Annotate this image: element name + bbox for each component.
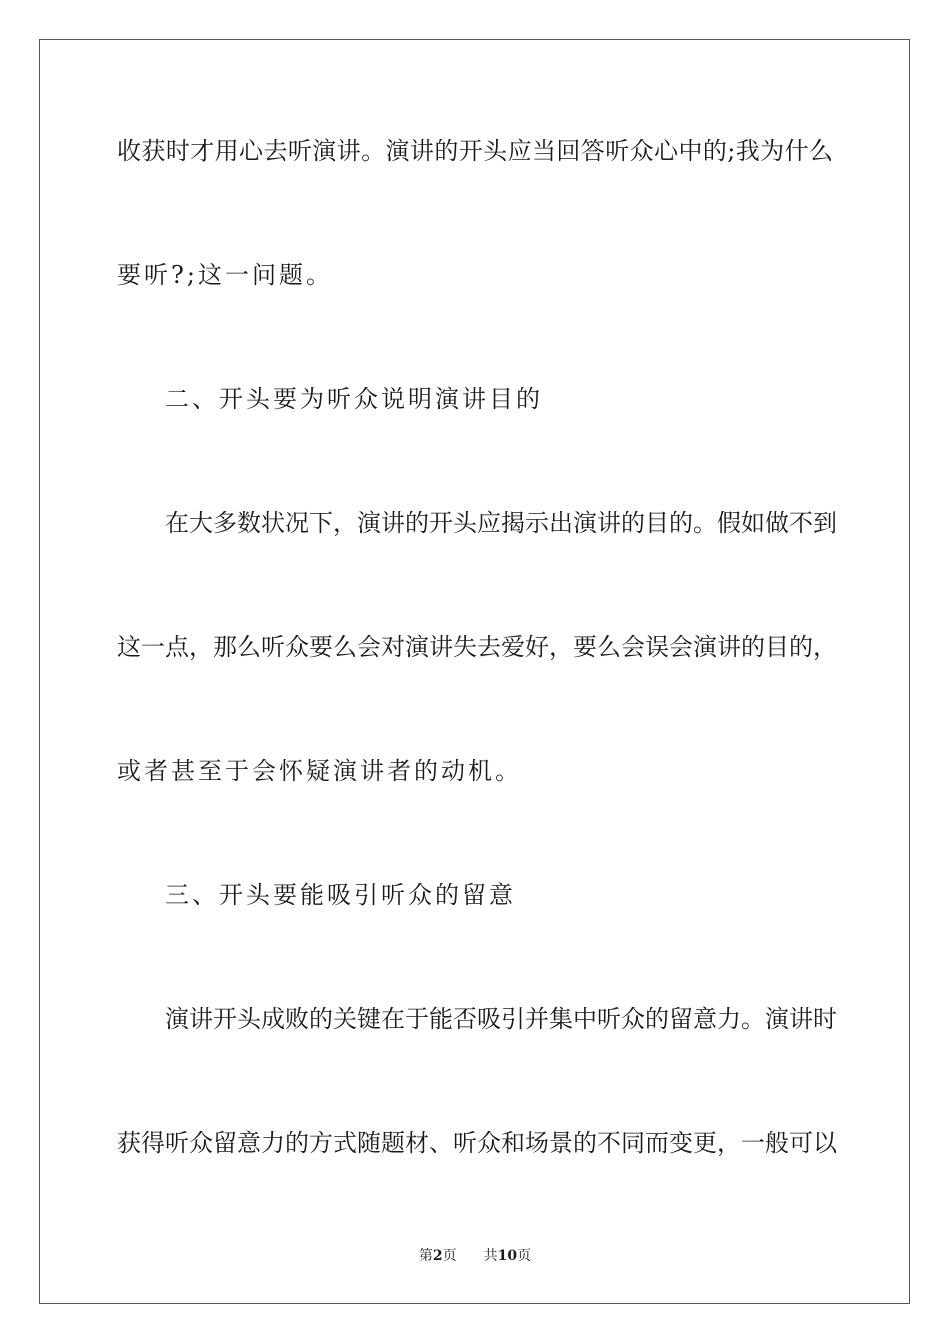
total-pages-indicator: [484, 1247, 531, 1265]
text-line-6: 或者甚至于会怀疑演讲者的动机。: [117, 757, 522, 785]
text-line-9: 获得听众留意力的方式随题材、听众和场景的不同而变更，一般可以: [117, 1129, 837, 1157]
text-line-4: 在大多数状况下，演讲的开头应揭示出演讲的目的。假如做不到: [165, 509, 837, 537]
page-suffix: 页: [442, 1248, 457, 1264]
page-prefix: 第: [418, 1248, 433, 1264]
total-pages: 10: [497, 1248, 518, 1264]
page-number: 2: [432, 1248, 443, 1264]
text-line-1: 收获时才用心去听演讲。演讲的开头应当回答听众心中的;我为什么: [117, 137, 833, 165]
page-footer: [0, 1247, 950, 1265]
text-line-5: 这一点，那么听众要么会对演讲失去爱好，要么会误会演讲的目的，: [117, 633, 837, 661]
text-line-2: 要听?;这一问题。: [117, 261, 333, 289]
page-indicator: [419, 1247, 457, 1265]
text-line-8: 演讲开头成败的关键在于能否吸引并集中听众的留意力。演讲时: [165, 1005, 837, 1033]
page-border: [39, 39, 910, 1304]
section-heading-3: 三、开头要能吸引听众的留意: [165, 881, 516, 909]
total-prefix: 共: [483, 1248, 498, 1264]
section-heading-2: 二、开头要为听众说明演讲目的: [165, 385, 543, 413]
total-suffix: 页: [517, 1248, 532, 1264]
